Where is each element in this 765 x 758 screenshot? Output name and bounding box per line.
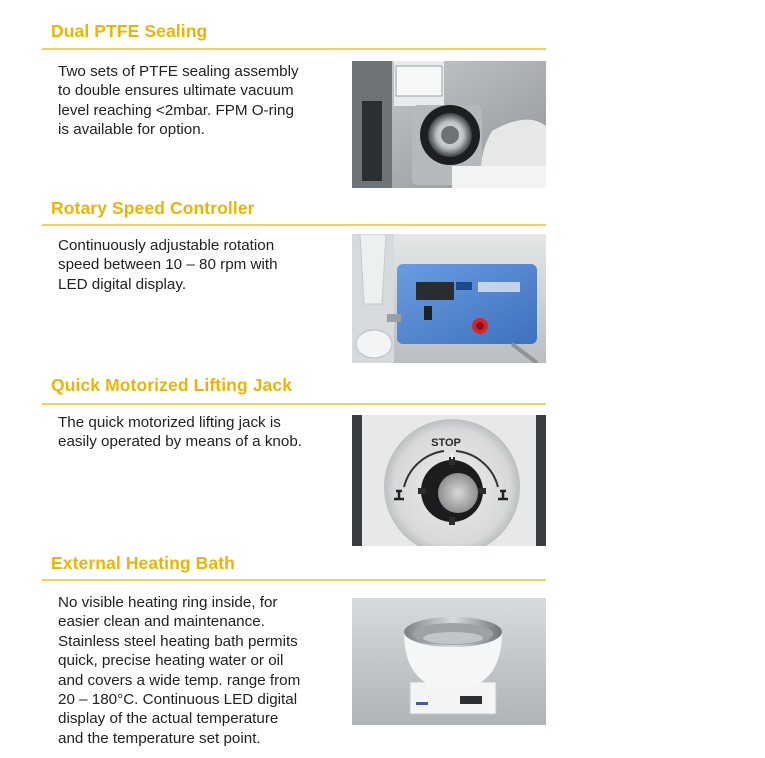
description-line: level reaching <2mbar. FPM O-ring: [58, 101, 294, 119]
title-divider: [42, 224, 546, 226]
title-divider: [42, 403, 546, 405]
description-line: Two sets of PTFE sealing assembly: [58, 63, 299, 80]
section-title: Rotary Speed Controller: [51, 198, 255, 218]
lifting-jack-knob-photo: [352, 415, 546, 546]
section-description: [58, 413, 302, 452]
section-rotary-speed-controller: [0, 190, 765, 368]
heating-bath-photo: [352, 598, 546, 725]
description-line: easily operated by means of a knob.: [58, 433, 302, 451]
section-title: Dual PTFE Sealing: [51, 21, 208, 41]
description-line: Stainless steel heating bath permits: [58, 632, 298, 650]
section-title: External Heating Bath: [51, 553, 235, 573]
description-line: quick, precise heating water or oil: [58, 652, 284, 670]
description-line: The quick motorized lifting jack is: [58, 414, 281, 431]
description-line: easier clean and maintenance.: [58, 613, 265, 631]
title-divider: [42, 48, 546, 50]
description-line: speed between 10 – 80 rpm with: [58, 256, 278, 274]
description-line: 20 – 180°C. Continuous LED digital: [58, 691, 298, 709]
section-quick-motorized-lifting-jack: [0, 368, 765, 548]
section-description: [58, 62, 299, 140]
speed-controller-photo: [352, 234, 546, 363]
description-line: No visible heating ring inside, for: [58, 594, 278, 611]
description-line: and the temperature set point.: [58, 729, 261, 747]
section-external-heating-bath: [0, 548, 765, 758]
description-line: Continuously adjustable rotation: [58, 237, 275, 254]
section-description: [58, 593, 300, 748]
ptfe-seal-assembly-photo: [352, 61, 546, 188]
description-line: is available for option.: [58, 121, 205, 139]
description-line: to double ensures ultimate vacuum: [58, 82, 294, 100]
description-line: display of the actual temperature: [58, 710, 279, 728]
title-divider: [42, 579, 546, 581]
section-description: [58, 236, 278, 294]
section-title: Quick Motorized Lifting Jack: [51, 375, 293, 395]
description-line: and covers a wide temp. range from: [58, 671, 301, 689]
description-line: LED digital display.: [58, 275, 187, 293]
stop-label: STOP: [431, 437, 461, 449]
section-dual-ptfe-sealing: [0, 0, 765, 190]
